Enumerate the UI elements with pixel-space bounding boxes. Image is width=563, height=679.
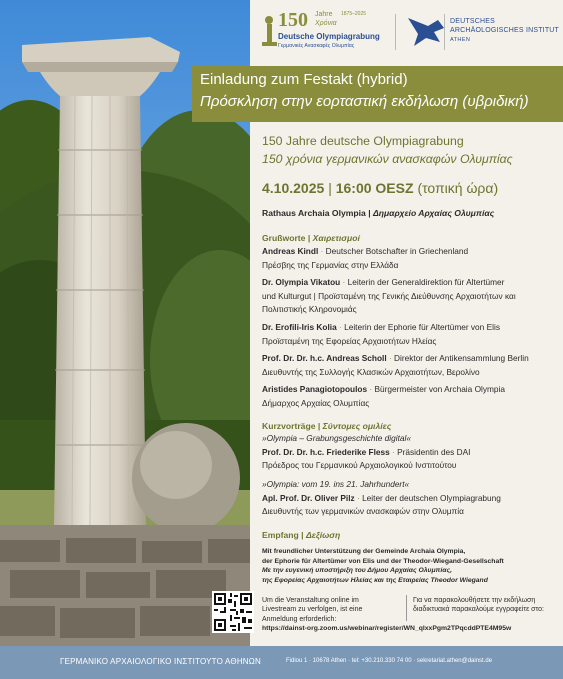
venue-gr: Δημαρχείο Αρχαίας Ολυμπίας xyxy=(372,208,495,218)
venue-de: Rathaus Archaia Olympia xyxy=(262,208,366,218)
talk-1: »Olympia – Grabungsgeschichte digital« Prof. Dr. Dr. h.c. Friederike Fless · Präsidentin des DAI Πρόεδρος του Γερμανικού Αρχαιολογικού Ινστιτούτου xyxy=(262,433,471,471)
venue xyxy=(262,208,494,218)
empfang-title-gr: Δεξίωση xyxy=(305,530,341,540)
event-time-local: (τοπική ώρα) xyxy=(417,180,499,196)
speaker-role-gr: Πρέσβης της Γερμανίας στην Ελλάδα xyxy=(262,259,399,270)
banner-title-gr: Πρόσκληση στην εορταστική εκδήλωση (υβριδική) xyxy=(200,93,529,110)
venue-separator: | xyxy=(368,208,371,218)
speaker-role: Deutscher Botschafter in Griechenland xyxy=(325,246,469,256)
support-line-2: der Ephorie für Altertümer von Elis und der Theodor-Wiegand-Gesellschaft xyxy=(262,557,504,565)
speaker-role-gr: Πολιτιστικής Κληρονομιάς xyxy=(262,304,357,315)
speaker-1: Andreas Kindl · Deutscher Botschafter in Griechenland Πρέσβης της Γερμανίας στην Ελλάδα xyxy=(262,246,469,270)
logo-150-years: 1875–2025 xyxy=(341,11,367,17)
footer-address: Fidiou 1 · 10678 Athen · tel: +30.210.330 74 00 · sekretariat.athen@dainst.de xyxy=(286,658,493,664)
speaker-role: Bürgermeister von Archaia Olympia xyxy=(374,384,505,394)
livestream-gr-line-2: διαδικτυακά παρακαλούμε εγγραφείτε στο: xyxy=(413,606,544,614)
talk-speaker-role-gr: Διευθυντής των γερμανικών ανασκαφών στην Ολυμπία xyxy=(262,506,464,517)
livestream-gr-line-1: Για να παρακολουθήσετε την εκδήλωση xyxy=(413,597,536,604)
speaker-name: Andreas Kindl xyxy=(262,246,319,256)
livestream-register-link[interactable]: https://dainst-org.zoom.us/webinar/register/WN_qlxxPgm2TPqcddPTE4M95w xyxy=(262,625,512,632)
banner-title-de: Einladung zum Festakt (hybrid) xyxy=(200,71,408,88)
logo-150-xronia: Χρόνια xyxy=(315,20,337,27)
talk-speaker-role-gr: Πρόεδρος του Γερμανικού Αρχαιολογικού Ινστιτούτου xyxy=(262,460,457,471)
support-notice xyxy=(262,547,504,585)
speaker-role-gr: Διευθυντής της Συλλογής Κλασικών Αρχαιοτήτων, Βερολίνο xyxy=(262,366,480,377)
kurzvortraege-title-de: Kurzvorträge xyxy=(262,421,316,431)
talk-title: »Olympia: vom 19. ins 21. Jahrhundert« xyxy=(262,479,410,489)
dai-line3: ATHEN xyxy=(450,37,471,43)
speaker-2: Dr. Olympia Vikatou · Leiterin der Generaldirektion für Altertümer und Kulturgut | Προϊσταμένη της Γενικής Διεύθυνσης Αρχαιοτήτων και Πολιτιστικής Κληρονομιάς xyxy=(262,277,516,315)
talk-speaker-role: Präsidentin des DAI xyxy=(397,446,471,457)
livestream-de-line-3: Anmeldung erforderlich: xyxy=(262,615,337,623)
event-time: 16:00 OESZ xyxy=(335,180,414,196)
invitation-banner xyxy=(192,66,563,122)
speaker-role-gr: Προϊσταμένη της Εφορείας Αρχαιοτήτων Ηλείας xyxy=(262,335,437,346)
dai-line1: DEUTSCHES xyxy=(450,18,495,25)
talk-title: »Olympia – Grabungsgeschichte digital« xyxy=(262,433,411,443)
support-line-3: Με την ευγενική υποστήριξη του Δήμου Αρχαίας Ολυμπίας, xyxy=(262,567,453,574)
heading-de: 150 Jahre deutsche Olympiagrabung xyxy=(262,134,464,148)
empfang-title-de: Empfang xyxy=(262,530,299,540)
speaker-name: Dr. Erofili-Iris Kolia xyxy=(262,322,337,332)
livestream-de xyxy=(262,596,362,624)
logo-150-jahre: Jahre xyxy=(315,11,333,18)
livestream-divider xyxy=(406,595,407,621)
speaker-role-cont: und Kulturgut | Προϊσταμένη της Γενικής Διεύθυνσης Αρχαιοτήτων και xyxy=(262,290,516,301)
grussworte-heading: Grußworte | Χαιρετισμοί xyxy=(262,233,360,243)
talk-speaker: Apl. Prof. Dr. Oliver Pilz xyxy=(262,492,355,503)
qr-code-icon xyxy=(212,591,254,633)
speaker-name: Dr. Olympia Vikatou xyxy=(262,277,341,287)
footer-org: ΓΕΡΜΑΝΙΚΟ ΑΡΧΑΙΟΛΟΓΙΚΟ ΙΝΣΤΙΤΟΥΤΟ ΑΘΗΝΩΝ xyxy=(60,657,261,666)
speaker-name: Prof. Dr. Dr. h.c. Andreas Scholl xyxy=(262,353,387,363)
datetime-separator: | xyxy=(328,180,332,196)
kurzvortraege-title-gr: Σύντομες ομιλίες xyxy=(322,421,392,431)
livestream-de-line-1: Um die Veranstaltung online im xyxy=(262,597,359,604)
event-date: 4.10.2025 xyxy=(262,180,325,196)
speaker-4: Prof. Dr. Dr. h.c. Andreas Scholl · Direktor der Antikensammlung Berlin Διευθυντής της Συλλογής Κλασικών Αρχαιοτήτων, Βερολίνο xyxy=(262,353,529,377)
speaker-name: Aristides Panagiotopoulos xyxy=(262,384,368,394)
logo-bar xyxy=(258,8,558,58)
logo-150-title: Deutsche Olympiagrabung xyxy=(278,32,380,41)
livestream-gr xyxy=(413,596,544,615)
support-line-4: της Εφορείας Αρχαιοτήτων Ηλείας και της Εταιρείας Theodor Wiegand xyxy=(262,576,488,584)
speaker-role: Direktor der Antikensammlung Berlin xyxy=(394,353,529,363)
empfang-heading: Empfang | Δεξίωση xyxy=(262,530,341,540)
talk-speaker: Prof. Dr. Dr. h.c. Friederike Fless xyxy=(262,446,390,457)
support-line-1: Mit freundlicher Unterstützung der Gemeinde Archaia Olympia, xyxy=(262,548,466,555)
footer-bar xyxy=(0,646,563,679)
event-datetime xyxy=(262,180,498,196)
talk-2: »Olympia: vom 19. ins 21. Jahrhundert« Apl. Prof. Dr. Oliver Pilz · Leiter der deutschen Olympiagrabung Διευθυντής των γερμανικών ανασκαφών στην Ολυμπία xyxy=(262,479,501,517)
grussworte-title-de: Grußworte xyxy=(262,233,306,243)
speaker-3: Dr. Erofili-Iris Kolia · Leiterin der Ephorie für Altertümer von Elis Προϊσταμένη της Εφορείας Αρχαιοτήτων Ηλείας xyxy=(262,322,500,346)
grussworte-title-gr: Χαιρετισμοί xyxy=(312,233,360,243)
qr-code[interactable] xyxy=(212,591,254,633)
speaker-role: Leiterin der Generaldirektion für Altertümer xyxy=(347,277,505,287)
speaker-role: Leiterin der Ephorie für Altertümer von Elis xyxy=(344,322,500,332)
logo-150-subtitle: Γερμανικές Ανασκαφές Ολυμπίας xyxy=(278,43,355,49)
livestream-de-line-2: Livestream zu verfolgen, ist eine xyxy=(262,606,363,614)
speaker-role-gr: Δήμαρχος Αρχαίας Ολυμπίας xyxy=(262,397,370,408)
logo-150-number: 150 xyxy=(278,9,308,31)
dai-line2: ARCHÄOLOGISCHES INSTITUT xyxy=(450,27,560,34)
heading-gr: 150 χρόνια γερμανικών ανασκαφών Ολυμπίας xyxy=(262,152,513,166)
speaker-5: Aristides Panagiotopoulos · Bürgermeister von Archaia Olympia Δήμαρχος Αρχαίας Ολυμπίας xyxy=(262,384,505,408)
kurzvortraege-heading: Kurzvorträge | Σύντομες ομιλίες xyxy=(262,421,392,431)
dai-griffin-icon xyxy=(408,18,444,46)
talk-speaker-role: Leiter der deutschen Olympiagrabung xyxy=(362,492,501,503)
